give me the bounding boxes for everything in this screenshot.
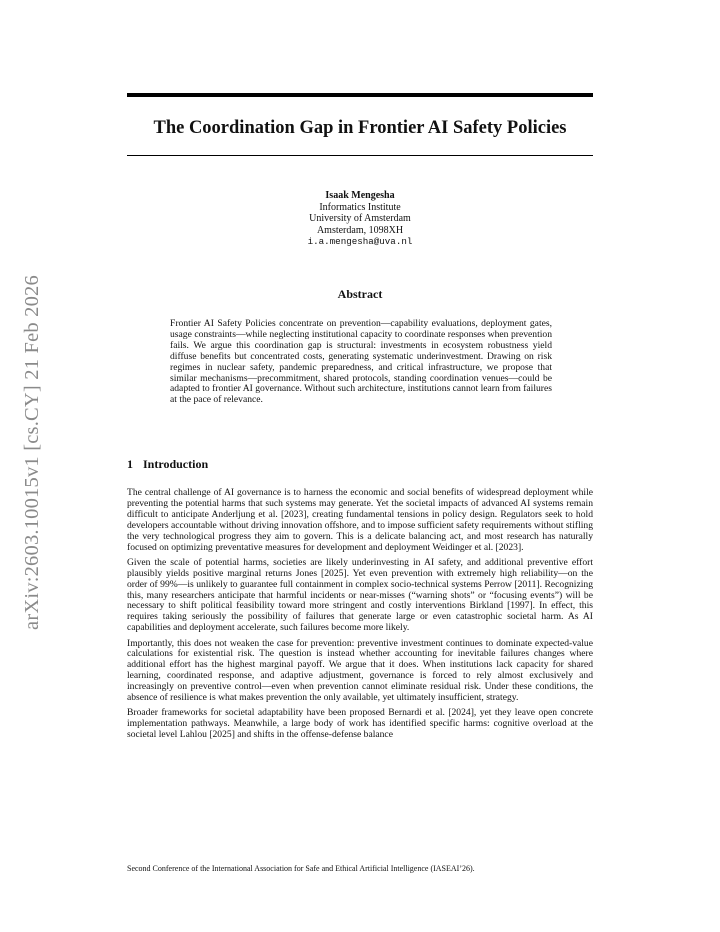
section-number: 1: [127, 457, 133, 471]
conference-footer: Second Conference of the International Association for Safe and Ethical Artificial Intelligence (IASEAI’26).: [127, 864, 475, 873]
author-university: University of Amsterdam: [309, 213, 411, 225]
arxiv-identifier: [12, 262, 52, 642]
author-institute: Informatics Institute: [319, 201, 401, 213]
abstract-text: Frontier AI Safety Policies concentrate on prevention—capability evaluations, deployment gates, usage constraints—while neglecting institutional capacity to coordinate responses when prevention fails. We argue this coordination gap is structural: investments in ecosystem robustness yield diffuse benefits but concentrated costs, generating systematic underinvestment. Drawing on risk regimes in nuclear safety, pandemic preparedness, and critical infrastructure, we propose that similar mechanisms—precommitment, shared protocols, standing coordination venues—could be adapted to frontier AI governance. Without such architecture, institutions cannot learn from failures at the pace of relevance.: [170, 318, 552, 406]
paragraph: Broader frameworks for societal adaptability have been proposed Bernardi et al. [2024], yet they leave open concrete implementation pathways. Meanwhile, a large body of work has identified specific harms: cognitive overload at the societal level Lahlou [2025] and shifts in the offense-defense balance: [127, 707, 593, 741]
author-block: [127, 190, 593, 248]
paper-title: The Coordination Gap in Frontier AI Safety Policies: [153, 118, 567, 138]
author-email: i.a.mengesha@uva.nl: [307, 236, 413, 248]
author-name: Isaak Mengesha: [325, 190, 395, 201]
arxiv-identifier-text: arXiv:2603.10015v1 [cs.CY] 21 Feb 2026: [20, 274, 43, 630]
section-heading: [127, 457, 208, 472]
abstract-heading: Abstract: [337, 287, 383, 301]
paragraph: Given the scale of potential harms, societies are likely underinvesting in AI safety, and additional preventive effort plausibly yields positive marginal returns Jones [2025]. Yet even prevention with extremely high reliability—on the order of 99%—is unlikely to guarantee full containment in complex socio-technical systems Perrow [2011]. Recognizing this, many researchers anticipate that harmful incidents or near-misses (“warning shots” or “focusing events”) will be necessary to shift political feasibility toward more stringent and costly interventions Birkland [1997]. In effect, this requires taking seriously the possibility of failures that generate large or even catastrophic societal harm. As AI capabilities and deployment accelerate, such failures become more likely.: [127, 556, 593, 634]
title-top-rule: [127, 93, 593, 97]
title-bottom-rule: [127, 155, 593, 156]
author-address: Amsterdam, 1098XH: [316, 224, 404, 236]
paragraph: The central challenge of AI governance is to harness the economic and social benefits of widespread deployment while preventing the potential harms that such systems may generate. Yet the societal impacts of advanced AI systems remain difficult to anticipate Anderljung et al. [2023], creating fundamental tensions in policy design. Regulators seek to hold developers accountable without driving innovation offshore, and to impose sufficient safety requirements without stifling the very technological progress they aim to govern. This is a delicate balancing act, and most research has naturally focused on optimizing preventative measures for development and deployment Weidinger et al. [2023].: [127, 487, 593, 553]
paragraph: Importantly, this does not weaken the case for prevention: preventive investment continues to dominate expected-value calculations for existential risk. The question is instead whether accounting for inevitable failures changes where additional effort has the highest marginal payoff. We argue that it does. When institutions lack capacity for shared learning, coordinated response, and adaptive adjustment, governance is forced to rely almost exclusively and increasingly on preventive control—even when prevention cannot eliminate residual risk. Under these conditions, the absence of resilience is what makes prevention the only available, yet ultimately insufficient, strategy.: [127, 637, 593, 704]
section-body: [127, 488, 593, 746]
section-title: Introduction: [143, 457, 209, 471]
